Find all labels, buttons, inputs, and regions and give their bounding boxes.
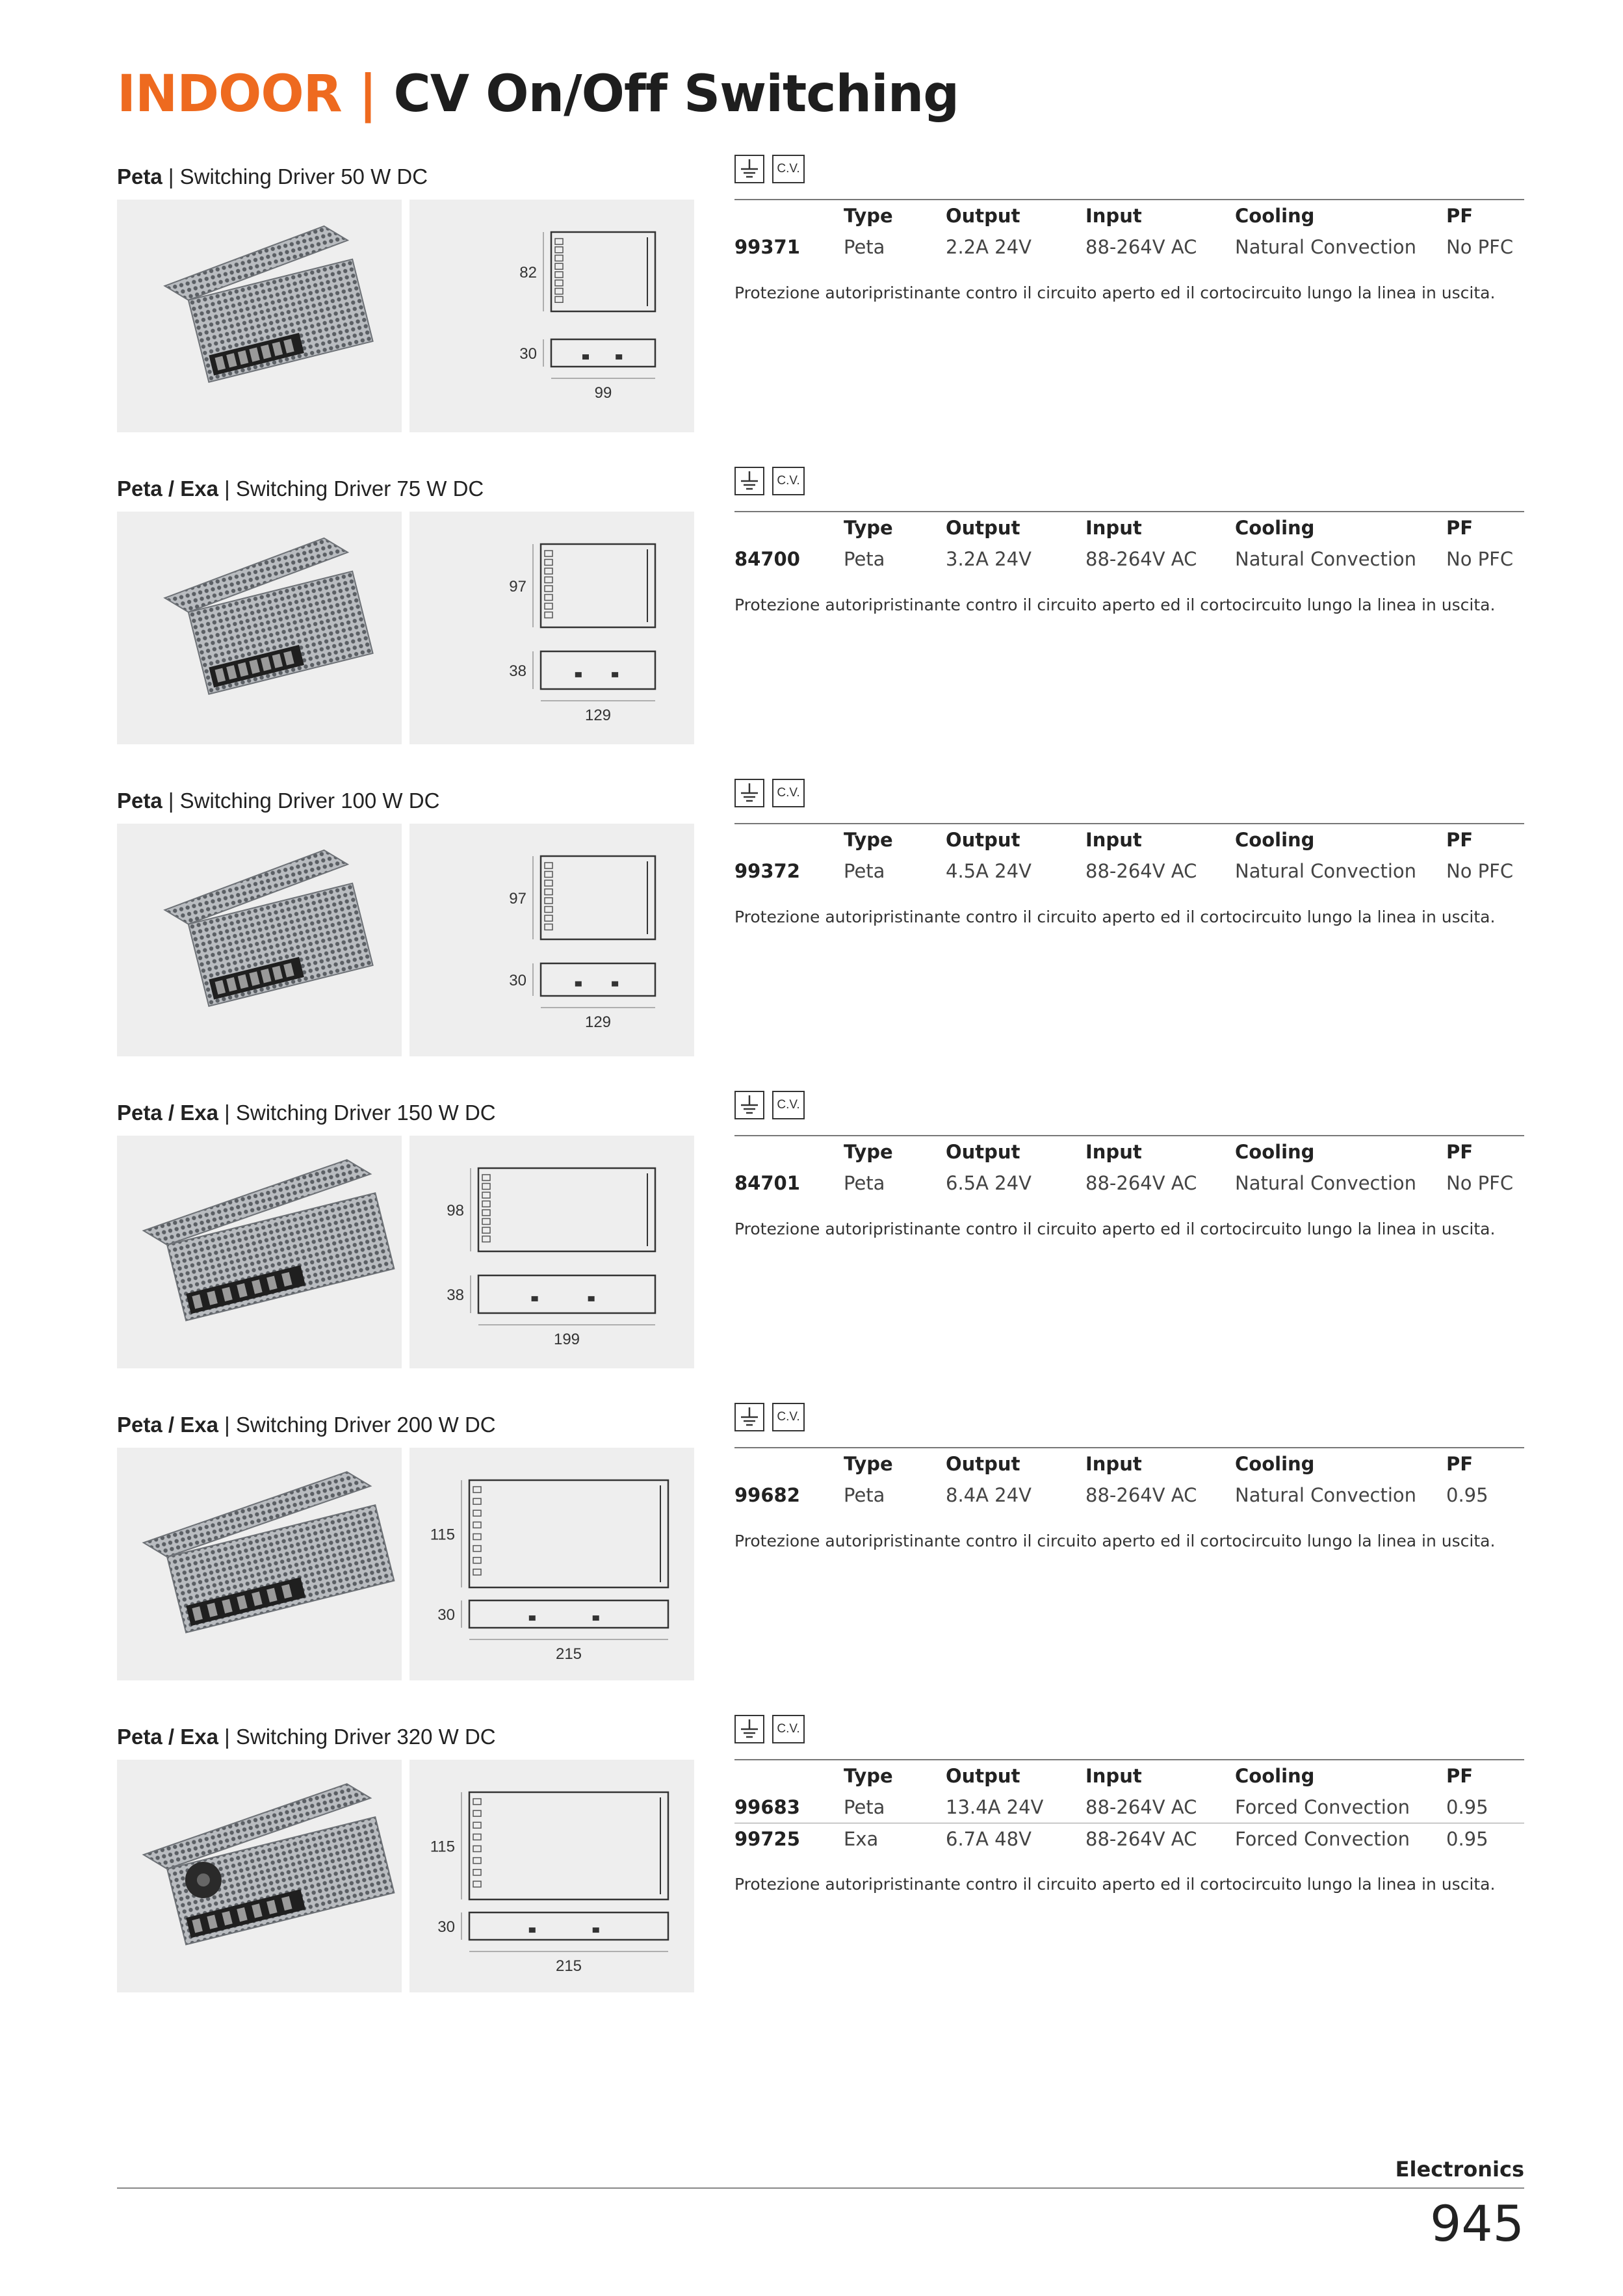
top-view-outline [541,856,655,939]
ground-icon [734,467,764,495]
product-note: Protezione autoripristinante contro il circuito aperto ed il cortocircuito lungo la linea in uscita. [734,283,1496,302]
article-code: 99371 [734,236,800,258]
column-header-cooling: Cooling [1235,517,1315,539]
product-description: | Switching Driver 100 W DC [162,789,440,813]
article-code: 99725 [734,1828,800,1850]
spec-row [734,855,1524,887]
product-family: Peta [117,789,162,813]
product-note: Protezione autoripristinante contro il circuito aperto ed il cortocircuito lungo la linea in uscita. [734,1532,1496,1550]
dimension-drawing-box [409,1760,694,1992]
page-category: INDOOR [117,65,342,124]
dimension-drawing [409,1760,694,1992]
product-photo-box [117,1136,402,1368]
top-view-outline [469,1480,668,1587]
ground-icon [734,1403,764,1431]
spec-table-header [734,1448,1524,1480]
cell-pf: 0.95 [1446,1484,1488,1506]
column-header-pf: PF [1446,1141,1474,1163]
product-description: | Switching Driver 75 W DC [218,476,484,501]
dimension-drawing-box [409,1136,694,1368]
cell-input: 88-264V AC [1085,548,1197,570]
dimension-drawing [409,1136,694,1368]
product-photo [117,1136,402,1368]
product-title [117,476,484,502]
column-header-pf: PF [1446,1765,1474,1787]
dim-width: 129 [584,707,612,724]
column-header-pf: PF [1446,205,1474,227]
product-photo-box [117,200,402,432]
column-header-output: Output [946,1765,1020,1787]
column-header-pf: PF [1446,517,1474,539]
ground-icon [734,1715,764,1743]
column-header-output: Output [946,1453,1020,1475]
cell-pf: No PFC [1446,1172,1514,1194]
side-view-outline [469,1912,668,1940]
dim-depth: 38 [447,1286,464,1304]
cell-cooling: Natural Convection [1235,1172,1417,1194]
product-photo-box [117,1760,402,1992]
cell-pf: 0.95 [1446,1828,1488,1850]
side-view-outline [541,651,655,689]
top-view-outline [469,1792,668,1899]
product-title [117,164,428,190]
product-title [117,1412,496,1438]
product-title [117,788,439,814]
dim-width: 99 [594,384,612,402]
product-photo-box [117,1448,402,1680]
page-title-text: CV On/Off Switching [393,65,959,124]
product-section [0,1100,1623,1405]
spec-row [734,231,1524,263]
article-code: 99682 [734,1484,800,1506]
footer-section-label: Electronics [1395,2157,1524,2182]
column-header-type: Type [844,1141,893,1163]
product-family: Peta / Exa [117,1725,218,1749]
cell-input: 88-264V AC [1085,1172,1197,1194]
cell-cooling: Natural Convection [1235,236,1417,258]
ground-icon [734,155,764,183]
spec-row [734,1823,1524,1855]
article-code: 84700 [734,548,800,570]
column-header-type: Type [844,829,893,851]
cell-input: 88-264V AC [1085,860,1197,882]
cell-type: Peta [844,548,885,570]
dim-width: 215 [555,1957,582,1975]
cell-type: Peta [844,1172,885,1194]
column-header-type: Type [844,1453,893,1475]
cell-input: 88-264V AC [1085,1484,1197,1506]
spec-row [734,1168,1524,1199]
top-view-outline [478,1168,655,1251]
dimension-drawing [409,200,694,432]
cell-cooling: Natural Convection [1235,548,1417,570]
product-note: Protezione autoripristinante contro il circuito aperto ed il cortocircuito lungo la linea in uscita. [734,595,1496,614]
product-family: Peta [117,164,162,189]
product-photo [117,1760,402,1992]
spec-table [734,823,1524,887]
product-section [0,788,1623,1093]
spec-table [734,1135,1524,1199]
product-section [0,476,1623,781]
cell-cooling: Natural Convection [1235,860,1417,882]
cell-input: 88-264V AC [1085,1796,1197,1818]
cell-pf: No PFC [1446,860,1514,882]
cv-badge: C.V. [772,467,805,495]
column-header-input: Input [1085,1141,1142,1163]
dim-depth: 38 [509,662,526,680]
product-photo-box [117,512,402,744]
column-header-cooling: Cooling [1235,829,1315,851]
product-title [117,1100,496,1126]
product-photo [117,1448,402,1680]
product-photo [117,200,402,432]
cv-badge: C.V. [772,1091,805,1119]
dim-height: 115 [430,1526,455,1544]
dim-depth: 30 [509,972,526,989]
product-family: Peta / Exa [117,1413,218,1437]
product-description: | Switching Driver 200 W DC [218,1413,496,1437]
spec-row [734,543,1524,575]
column-header-cooling: Cooling [1235,1141,1315,1163]
dim-width: 129 [584,1013,612,1031]
spec-row [734,1480,1524,1511]
spec-table-header [734,824,1524,855]
dimension-drawing-box [409,1448,694,1680]
spec-table-header [734,200,1524,231]
column-header-type: Type [844,205,893,227]
cell-type: Peta [844,236,885,258]
cell-type: Peta [844,1484,885,1506]
product-description: | Switching Driver 320 W DC [218,1725,496,1749]
column-header-cooling: Cooling [1235,1765,1315,1787]
article-code: 99683 [734,1796,800,1818]
article-code: 99372 [734,860,800,882]
column-header-cooling: Cooling [1235,205,1315,227]
column-header-input: Input [1085,205,1142,227]
dimension-drawing [409,512,694,744]
top-view-outline [541,544,655,627]
page-number: 945 [1429,2195,1524,2252]
product-description: | Switching Driver 150 W DC [218,1101,496,1125]
cv-badge: C.V. [772,779,805,807]
cell-input: 88-264V AC [1085,236,1197,258]
product-family: Peta / Exa [117,1101,218,1125]
title-separator: | [341,65,394,124]
cell-output: 13.4A 24V [946,1796,1044,1818]
cell-output: 4.5A 24V [946,860,1032,882]
column-header-output: Output [946,205,1020,227]
spec-table-header [734,512,1524,543]
side-view-outline [469,1600,668,1628]
column-header-cooling: Cooling [1235,1453,1315,1475]
spec-row [734,1792,1524,1823]
product-note: Protezione autoripristinante contro il circuito aperto ed il cortocircuito lungo la linea in uscita. [734,1875,1496,1894]
side-view-outline [478,1275,655,1313]
column-header-input: Input [1085,1453,1142,1475]
dim-height: 97 [509,578,526,595]
ground-icon [734,1091,764,1119]
footer-divider [117,2187,1524,2189]
product-photo [117,824,402,1056]
column-header-input: Input [1085,1765,1142,1787]
column-header-input: Input [1085,517,1142,539]
dimension-drawing-box [409,824,694,1056]
dim-height: 97 [509,890,526,907]
column-header-pf: PF [1446,829,1474,851]
ground-icon [734,779,764,807]
dim-height: 82 [519,264,537,281]
cv-badge: C.V. [772,155,805,183]
side-view-outline [551,339,655,367]
cell-input: 88-264V AC [1085,1828,1197,1850]
product-photo-box [117,824,402,1056]
dim-depth: 30 [519,345,537,363]
product-family: Peta / Exa [117,476,218,501]
spec-table [734,1759,1524,1855]
cell-pf: No PFC [1446,548,1514,570]
dim-width: 215 [555,1645,582,1663]
dim-height: 115 [430,1838,455,1856]
cell-pf: 0.95 [1446,1796,1488,1818]
product-photo [117,512,402,744]
product-note: Protezione autoripristinante contro il circuito aperto ed il cortocircuito lungo la linea in uscita. [734,1220,1496,1238]
spec-table-header [734,1136,1524,1168]
product-title [117,1724,496,1750]
column-header-output: Output [946,829,1020,851]
cell-output: 6.5A 24V [946,1172,1032,1194]
product-section [0,1412,1623,1717]
product-section [0,164,1623,469]
page-title [117,65,959,124]
column-header-output: Output [946,1141,1020,1163]
dimension-drawing [409,824,694,1056]
cell-pf: No PFC [1446,236,1514,258]
column-header-type: Type [844,1765,893,1787]
cv-badge: C.V. [772,1403,805,1431]
product-description: | Switching Driver 50 W DC [162,164,428,189]
cell-output: 3.2A 24V [946,548,1032,570]
column-header-output: Output [946,517,1020,539]
top-view-outline [551,232,655,311]
article-code: 84701 [734,1172,800,1194]
column-header-type: Type [844,517,893,539]
dim-width: 199 [553,1331,580,1348]
spec-table [734,511,1524,575]
dim-depth: 30 [437,1918,455,1936]
dim-depth: 30 [437,1606,455,1624]
product-note: Protezione autoripristinante contro il circuito aperto ed il cortocircuito lungo la linea in uscita. [734,907,1496,926]
dimension-drawing-box [409,512,694,744]
cell-output: 6.7A 48V [946,1828,1032,1850]
dimension-drawing-box [409,200,694,432]
spec-table-header [734,1760,1524,1792]
dim-height: 98 [447,1202,464,1220]
column-header-input: Input [1085,829,1142,851]
column-header-pf: PF [1446,1453,1474,1475]
cell-cooling: Forced Convection [1235,1796,1410,1818]
product-section [0,1724,1623,2029]
cell-cooling: Forced Convection [1235,1828,1410,1850]
cell-type: Exa [844,1828,879,1850]
dimension-drawing [409,1448,694,1680]
cell-type: Peta [844,860,885,882]
side-view-outline [541,963,655,996]
cell-output: 8.4A 24V [946,1484,1032,1506]
spec-table [734,199,1524,263]
cell-cooling: Natural Convection [1235,1484,1417,1506]
cv-badge: C.V. [772,1715,805,1743]
cell-output: 2.2A 24V [946,236,1032,258]
cell-type: Peta [844,1796,885,1818]
spec-table [734,1447,1524,1511]
